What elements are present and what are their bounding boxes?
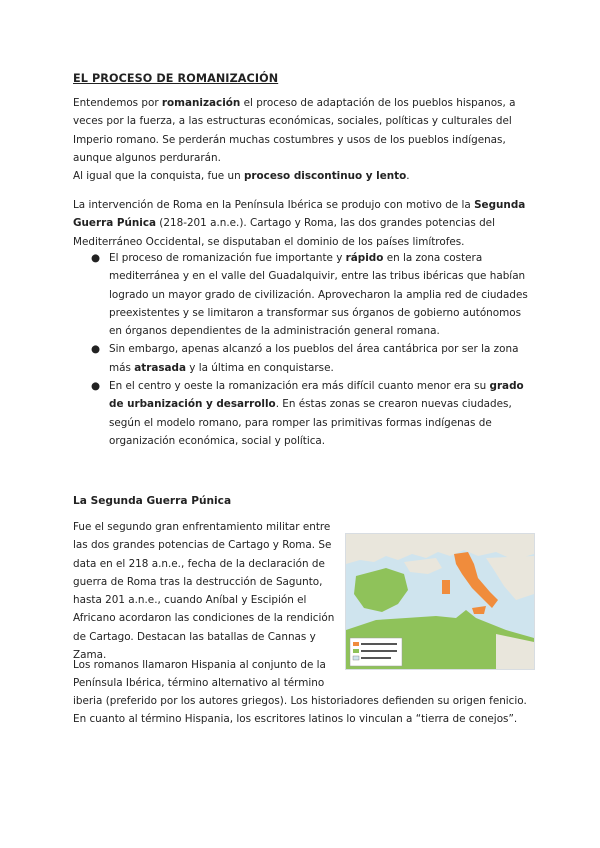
bullet-icon: ●	[91, 380, 101, 393]
context-paragraph: La intervención de Roma en la Península Ibérica se produjo con motivo de la Segunda Guerra Púnica (218-201 a.n.e.). Cartago y Roma, las dos grandes potencias del Mediterráneo Occidental, se disputaban el dominio de los países limítrofes.	[73, 199, 526, 248]
term-proceso: proceso discontinuo y lento	[243, 170, 407, 183]
term-romanizacion: romanización	[161, 97, 241, 109]
intro-paragraph: Entendemos por romanización el proceso de adaptación de los pueblos hispanos, a veces por la fuerza, a las estructuras económicas, sociales, políticas y culturales del Imperio romano. Se perderán muchas costumbres y usos de los pueblos indígenas, aunque algunos perdurarán. Al igual que la conquista, fue un proceso discontinuo y lento.	[73, 97, 516, 183]
bullet-list	[91, 249, 536, 450]
bullet-icon: ●	[91, 252, 101, 264]
hispania-paragraph-end: iberia (preferido por los autores griegos). Los historiadores defienden su origen fenicio. En cuanto al término Hispania, los escritores latinos lo vinculan a “tierra de conejos”.	[73, 695, 527, 726]
term-segunda-guerra: Segunda Guerra Púnica	[73, 199, 526, 230]
mediterranean-map-image	[345, 533, 535, 670]
section-heading: La Segunda Guerra Púnica	[73, 495, 232, 507]
map-icon	[346, 534, 534, 669]
bullet-icon: ●	[91, 343, 101, 356]
list-item: ● En el centro y oeste la romanización era más difícil cuanto menor era su grado de urbanización y desarrollo. En éstas zonas se crearon nuevas ciudades, según el modelo romano, para romper las primitivas formas indígenas de organización económica, social y política.	[91, 377, 536, 450]
page-title: EL PROCESO DE ROMANIZACIÓN	[73, 72, 279, 85]
list-item: ● El proceso de romanización fue importante y rápido en la zona costera mediterránea y en el valle del Guadalquivir, entre las tribus ibéricas que habían logrado un mayor grado de civilización. Aprovecharon la amplia red de ciudades preexistentes y se limitaron a transformar sus órganos de gobierno autónomos en órganos dependientes de la administración general romana.	[91, 249, 536, 340]
hispania-paragraph-start: Los romanos llamaron Hispania al conjunto de la Península Ibérica, término alternativo al término	[73, 659, 326, 690]
punic-war-paragraph: Fue el segundo gran enfrentamiento militar entre las dos grandes potencias de Cartago y Roma. Se data en el 218 a.n.e., fecha de la declaración de guerra de Roma tras la destrucción de Sagunto, hasta 201 a.n.e., cuando Aníbal y Escipión el Africano acordaron las condiciones de la rendición de Cartago. Destacan las batallas de Cannas y Zama.	[73, 521, 335, 662]
list-item: ● Sin embargo, apenas alcanzó a los pueblos del área cantábrica por ser la zona más atrasada y la última en conquistarse.	[91, 340, 536, 377]
